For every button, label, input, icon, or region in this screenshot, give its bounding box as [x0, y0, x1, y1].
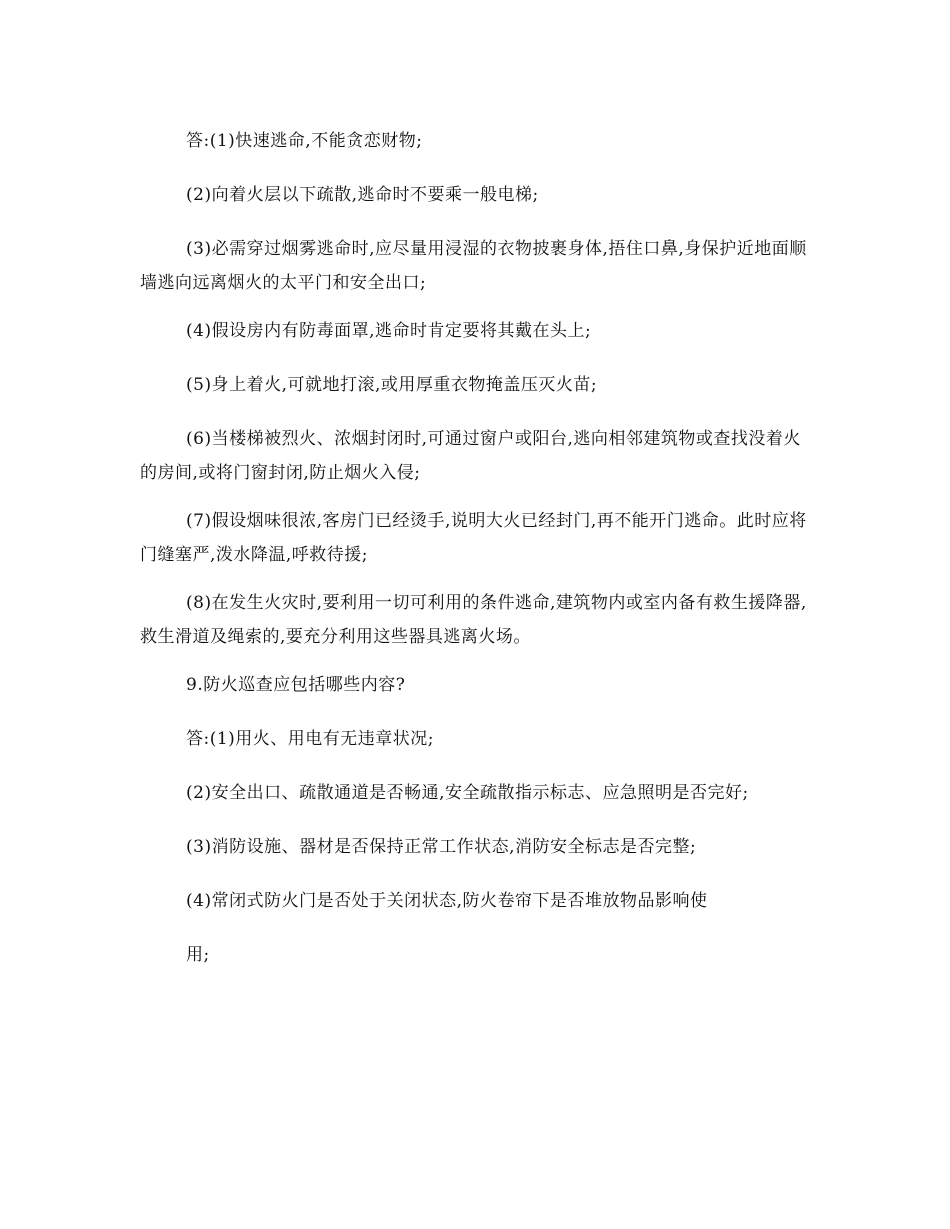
paragraph-answer-5: (5)身上着火,可就地打滚,或用厚重衣物掩盖压灭火苗; [186, 375, 598, 395]
paragraph-answer-6: (6)当楼梯被烈火、浓烟封闭时,可通过窗户或阳台,逃向相邻建筑物或查找没着火的房间,或将门窗封闭,防止烟火入侵; [140, 429, 801, 483]
paragraph-answer-4: (4)假设房内有防毒面罩,逃命时肯定要将其戴在头上; [186, 321, 592, 341]
paragraph-answer-1: 答:(1)快速逃命,不能贪恋财物; [186, 131, 423, 151]
paragraph-answer-9-3: (3)消防设施、器材是否保持正常工作状态,消防安全标志是否完整; [186, 837, 697, 857]
paragraph-answer-7: (7)假设烟味很浓,客房门已经烫手,说明大火已经封门,再不能开门逃命。此时应将门缝塞严,泼水降温,呼救待援; [140, 511, 807, 565]
paragraph-answer-9-4-continued: 用; [186, 945, 210, 965]
paragraph-answer-2: (2)向着火层以下疏散,逃命时不要乘一般电梯; [186, 185, 539, 205]
paragraph-answer-9-2: (2)安全出口、疏散通道是否畅通,安全疏散指示标志、应急照明是否完好; [186, 783, 749, 803]
paragraph-question-9: 9.防火巡查应包括哪些内容? [186, 675, 406, 695]
paragraph-answer-9-4: (4)常闭式防火门是否处于关闭状态,防火卷帘下是否堆放物品影响使 [186, 891, 708, 911]
paragraph-answer-3: (3)必需穿过烟雾逃命时,应尽量用浸湿的衣物披裹身体,捂住口鼻,身保护近地面顺墙逃向远离烟火的太平门和安全出口; [140, 239, 807, 293]
paragraph-answer-8: (8)在发生火灾时,要利用一切可利用的条件逃命,建筑物内或室内备有救生援降器,救生滑道及绳索的,要充分利用这些器具逃离火场。 [140, 593, 807, 647]
paragraph-answer-9-1: 答:(1)用火、用电有无违章状况; [186, 729, 435, 749]
